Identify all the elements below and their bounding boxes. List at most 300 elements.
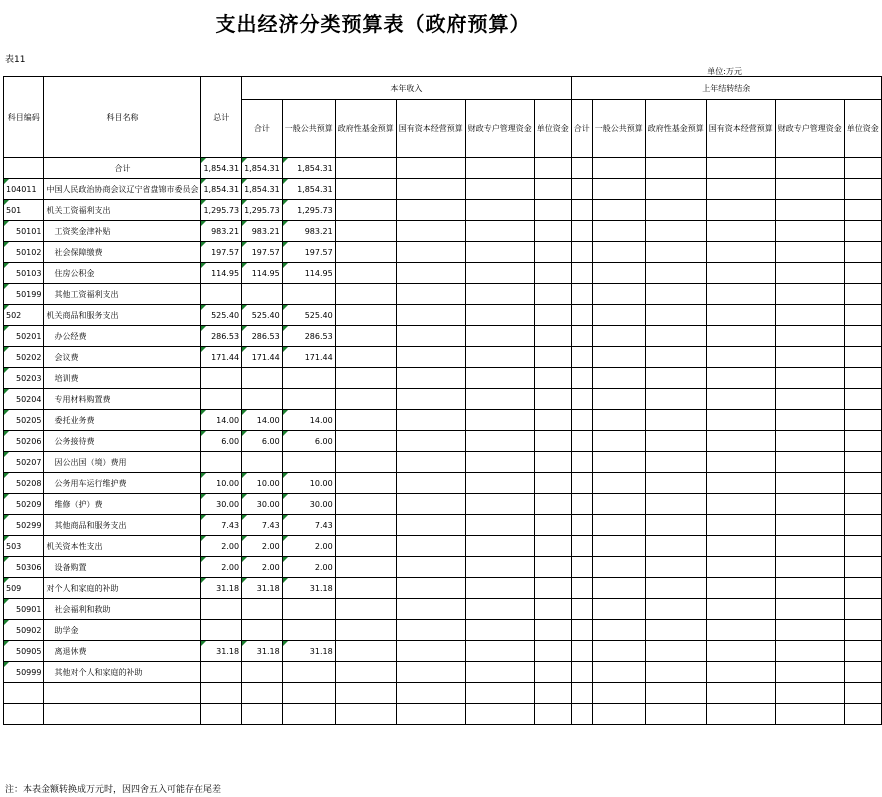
cell-empty [4,683,44,704]
cell-total: 197.57 [201,242,242,263]
cell-code [4,158,44,179]
cell-empty [534,410,571,431]
cell-cur-general [282,368,335,389]
cell-empty [465,431,534,452]
cell-cur-total: 1,295.73 [242,200,283,221]
cell-empty [592,473,645,494]
cell-empty [592,284,645,305]
cell-empty [775,473,844,494]
cell-empty [775,200,844,221]
cell-empty [571,179,592,200]
cell-empty [844,452,881,473]
header-total: 总计 [201,77,242,158]
cell-code: 50299 [4,515,44,536]
cell-empty [571,431,592,452]
cell-empty [465,515,534,536]
cell-name: 其他工资福利支出 [44,284,201,305]
cell-empty [775,284,844,305]
cell-empty [706,305,775,326]
cell-total: 171.44 [201,347,242,368]
cell-empty [645,326,706,347]
cell-empty [335,158,396,179]
cell-empty [592,536,645,557]
cell-code: 50902 [4,620,44,641]
cell-empty [534,599,571,620]
cell-empty [396,326,465,347]
cell-empty [465,389,534,410]
cell-empty [396,158,465,179]
cell-empty [775,305,844,326]
table-row [4,389,882,410]
cell-cur-total [242,452,283,473]
cell-empty [775,704,844,725]
cell-empty [592,431,645,452]
cell-cur-general: 1,854.31 [282,158,335,179]
cell-name: 社会福利和救助 [44,599,201,620]
cell-empty [706,704,775,725]
header-prior-special-account: 财政专户管理资金 [775,100,844,158]
cell-code: 50999 [4,662,44,683]
cell-empty [592,326,645,347]
cell-empty [844,284,881,305]
cell-empty [465,305,534,326]
cell-empty [844,494,881,515]
cell-empty [282,683,335,704]
cell-empty [335,221,396,242]
table-row [4,242,882,263]
cell-code: 50205 [4,410,44,431]
cell-empty [592,200,645,221]
cell-empty [706,599,775,620]
cell-empty [571,473,592,494]
cell-empty [645,515,706,536]
cell-empty [571,389,592,410]
cell-empty [775,515,844,536]
cell-empty [534,242,571,263]
cell-total: 10.00 [201,473,242,494]
cell-total: 114.95 [201,263,242,284]
table-row [4,284,882,305]
cell-empty [335,347,396,368]
table-row [4,599,882,620]
cell-total: 525.40 [201,305,242,326]
cell-empty [844,536,881,557]
cell-empty [592,389,645,410]
cell-empty [775,242,844,263]
cell-empty [775,347,844,368]
cell-empty [465,221,534,242]
cell-empty [335,641,396,662]
cell-empty [571,557,592,578]
table-row [4,200,882,221]
cell-empty [844,326,881,347]
cell-empty [592,620,645,641]
cell-empty [592,305,645,326]
cell-empty [706,368,775,389]
cell-empty [775,263,844,284]
cell-empty [534,494,571,515]
cell-empty [396,536,465,557]
cell-empty [534,452,571,473]
cell-total [201,620,242,641]
cell-empty [534,578,571,599]
cell-cur-general: 1,295.73 [282,200,335,221]
cell-empty [645,578,706,599]
cell-code: 50901 [4,599,44,620]
cell-empty [592,494,645,515]
cell-empty [396,431,465,452]
cell-cur-total: 286.53 [242,326,283,347]
cell-cur-total: 2.00 [242,557,283,578]
cell-name: 中国人民政治协商会议辽宁省盘锦市委员会 [44,179,201,200]
cell-total: 30.00 [201,494,242,515]
cell-empty [706,158,775,179]
cell-empty [465,326,534,347]
cell-empty [396,200,465,221]
cell-empty [534,515,571,536]
cell-code: 501 [4,200,44,221]
cell-empty [592,515,645,536]
cell-empty [335,200,396,221]
cell-cur-general: 10.00 [282,473,335,494]
cell-name: 委托业务费 [44,410,201,431]
cell-empty [706,536,775,557]
cell-empty [465,536,534,557]
cell-cur-general: 197.57 [282,242,335,263]
cell-empty [335,368,396,389]
cell-empty [465,242,534,263]
cell-total: 983.21 [201,221,242,242]
cell-cur-general: 30.00 [282,494,335,515]
cell-empty [571,515,592,536]
cell-empty [465,452,534,473]
cell-cur-total: 525.40 [242,305,283,326]
cell-empty [335,452,396,473]
cell-empty [534,326,571,347]
cell-name: 机关资本性支出 [44,536,201,557]
cell-empty [844,641,881,662]
table-row [4,494,882,515]
cell-empty [335,389,396,410]
cell-empty [534,473,571,494]
cell-empty [592,410,645,431]
cell-name: 合计 [44,158,201,179]
header-code: 科目编码 [4,77,44,158]
cell-empty [706,410,775,431]
table-row [4,641,882,662]
cell-cur-general: 14.00 [282,410,335,431]
header-cur-unit-fund: 单位资金 [534,100,571,158]
cell-empty [571,599,592,620]
cell-empty [844,242,881,263]
cell-empty [844,389,881,410]
cell-name: 住房公积金 [44,263,201,284]
cell-empty [706,494,775,515]
cell-empty [592,578,645,599]
cell-empty [396,305,465,326]
header-prior-state-capital: 国有资本经营预算 [706,100,775,158]
table-row [4,578,882,599]
cell-empty [396,179,465,200]
cell-empty [534,284,571,305]
cell-total: 1,295.73 [201,200,242,221]
cell-empty [571,410,592,431]
cell-empty [844,431,881,452]
cell-empty [775,557,844,578]
cell-empty [645,536,706,557]
cell-code: 50203 [4,368,44,389]
cell-empty [335,494,396,515]
cell-total: 286.53 [201,326,242,347]
cell-name: 对个人和家庭的补助 [44,578,201,599]
cell-name: 机关工资福利支出 [44,200,201,221]
blank-row [4,704,882,725]
cell-empty [844,305,881,326]
cell-empty [645,662,706,683]
cell-empty [645,410,706,431]
cell-cur-general: 286.53 [282,326,335,347]
cell-empty [592,557,645,578]
cell-empty [396,389,465,410]
header-cur-state-capital: 国有资本经营预算 [396,100,465,158]
cell-empty [775,431,844,452]
header-prior-total: 合计 [571,100,592,158]
cell-empty [465,578,534,599]
cell-empty [775,683,844,704]
cell-empty [396,515,465,536]
table-row [4,431,882,452]
cell-cur-general: 31.18 [282,578,335,599]
cell-code: 50202 [4,347,44,368]
header-prior-gov-fund: 政府性基金预算 [645,100,706,158]
cell-empty [645,557,706,578]
cell-empty [844,557,881,578]
cell-empty [571,662,592,683]
cell-empty [706,326,775,347]
cell-empty [645,494,706,515]
cell-name: 公务接待费 [44,431,201,452]
cell-empty [534,641,571,662]
cell-name: 其他对个人和家庭的补助 [44,662,201,683]
cell-empty [534,347,571,368]
cell-empty [706,389,775,410]
table-row [4,368,882,389]
cell-empty [645,242,706,263]
cell-empty [592,179,645,200]
cell-cur-general: 6.00 [282,431,335,452]
cell-empty [645,263,706,284]
cell-empty [396,473,465,494]
cell-empty [592,641,645,662]
cell-total: 31.18 [201,578,242,599]
cell-cur-total: 2.00 [242,536,283,557]
cell-cur-general: 525.40 [282,305,335,326]
cell-empty [844,158,881,179]
cell-total: 31.18 [201,641,242,662]
cell-code: 104011 [4,179,44,200]
cell-empty [282,704,335,725]
cell-empty [335,284,396,305]
cell-empty [706,263,775,284]
cell-name: 其他商品和服务支出 [44,515,201,536]
cell-empty [465,683,534,704]
cell-empty [465,410,534,431]
cell-cur-total: 6.00 [242,431,283,452]
cell-empty [775,452,844,473]
cell-empty [775,179,844,200]
cell-empty [571,242,592,263]
table-row [4,221,882,242]
cell-empty [201,683,242,704]
cell-name: 助学金 [44,620,201,641]
table-row [4,347,882,368]
cell-cur-general [282,662,335,683]
cell-empty [775,620,844,641]
cell-empty [534,179,571,200]
cell-empty [775,410,844,431]
cell-cur-general: 7.43 [282,515,335,536]
cell-empty [844,263,881,284]
cell-empty [706,641,775,662]
cell-empty [844,578,881,599]
cell-cur-total [242,662,283,683]
cell-empty [844,599,881,620]
cell-empty [396,221,465,242]
cell-empty [645,284,706,305]
cell-empty [592,662,645,683]
cell-cur-total: 10.00 [242,473,283,494]
cell-empty [571,326,592,347]
cell-name: 离退休费 [44,641,201,662]
cell-empty [592,683,645,704]
cell-empty [465,662,534,683]
cell-empty [571,368,592,389]
cell-empty [465,557,534,578]
cell-empty [775,599,844,620]
cell-empty [706,221,775,242]
cell-name: 设备购置 [44,557,201,578]
cell-empty [571,263,592,284]
cell-empty [335,263,396,284]
cell-empty [465,494,534,515]
cell-empty [534,557,571,578]
cell-empty [844,347,881,368]
cell-empty [645,431,706,452]
cell-empty [592,452,645,473]
table-row [4,410,882,431]
cell-empty [571,284,592,305]
cell-code: 50207 [4,452,44,473]
cell-empty [775,221,844,242]
cell-total [201,662,242,683]
cell-empty [465,641,534,662]
cell-empty [242,683,283,704]
header-name: 科目名称 [44,77,201,158]
cell-empty [844,473,881,494]
cell-empty [706,683,775,704]
table-row [4,557,882,578]
cell-cur-total [242,368,283,389]
cell-code: 50103 [4,263,44,284]
cell-empty [592,599,645,620]
cell-name: 会议费 [44,347,201,368]
cell-empty [201,704,242,725]
cell-empty [396,368,465,389]
table-row [4,263,882,284]
cell-empty [775,368,844,389]
table-row [4,536,882,557]
cell-cur-general: 2.00 [282,536,335,557]
cell-empty [645,641,706,662]
cell-empty [44,683,201,704]
cell-code: 503 [4,536,44,557]
cell-empty [645,221,706,242]
cell-cur-general: 114.95 [282,263,335,284]
cell-code: 50208 [4,473,44,494]
cell-total [201,599,242,620]
header-cur-total: 合计 [242,100,283,158]
cell-empty [571,641,592,662]
cell-empty [706,557,775,578]
header-prior-unit-fund: 单位资金 [844,100,881,158]
cell-empty [571,221,592,242]
cell-empty [534,263,571,284]
cell-empty [335,620,396,641]
cell-code: 50204 [4,389,44,410]
cell-empty [592,347,645,368]
cell-empty [645,599,706,620]
cell-empty [844,662,881,683]
cell-cur-total: 7.43 [242,515,283,536]
cell-name: 公务用车运行维护费 [44,473,201,494]
table-row [4,515,882,536]
unit-label: 单位:万元 [707,67,742,76]
cell-cur-general: 171.44 [282,347,335,368]
cell-empty [335,536,396,557]
cell-code: 50905 [4,641,44,662]
cell-name: 社会保障缴费 [44,242,201,263]
cell-total: 14.00 [201,410,242,431]
cell-empty [534,662,571,683]
cell-empty [335,410,396,431]
table-row [4,620,882,641]
cell-empty [335,326,396,347]
cell-empty [396,242,465,263]
cell-cur-total: 14.00 [242,410,283,431]
cell-empty [592,368,645,389]
cell-empty [396,410,465,431]
cell-cur-general: 31.18 [282,641,335,662]
cell-cur-general [282,599,335,620]
cell-empty [645,368,706,389]
cell-total: 1,854.31 [201,179,242,200]
table-row [4,473,882,494]
cell-total [201,452,242,473]
cell-total: 2.00 [201,536,242,557]
cell-empty [534,368,571,389]
cell-empty [571,305,592,326]
cell-empty [775,578,844,599]
cell-code: 50199 [4,284,44,305]
cell-empty [44,704,201,725]
cell-cur-total: 197.57 [242,242,283,263]
cell-empty [645,389,706,410]
cell-empty [592,242,645,263]
cell-empty [465,368,534,389]
cell-empty [645,683,706,704]
header-current-year: 本年收入 [242,77,572,100]
footnote: 注：本表金额转换成万元时，因四舍五入可能存在尾差 [5,785,222,795]
